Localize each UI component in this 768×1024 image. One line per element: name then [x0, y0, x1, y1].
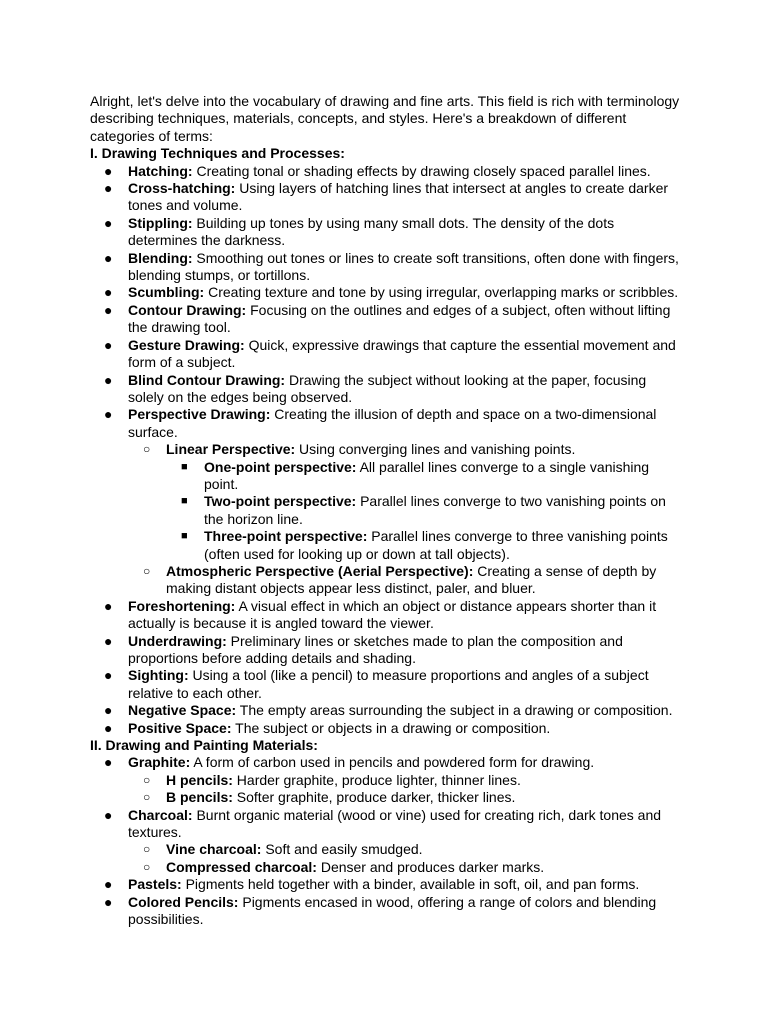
bullet-icon: ● — [104, 301, 113, 318]
term-description: Preliminary lines or sketches made to plan the composition and proportions before adding details and shading. — [128, 632, 623, 666]
term-description: A visual effect in which an object or distance appears shorter than it actually is because it is angled toward the viewer. — [128, 597, 657, 632]
list-item — [90, 807, 680, 877]
term-label: Scumbling: — [128, 284, 205, 301]
list-item — [166, 459, 680, 494]
term-description: Creating tonal or shading effects by drawing closely spaced parallel lines. — [192, 162, 651, 179]
term-description: Harder graphite, produce lighter, thinner lines. — [232, 771, 521, 788]
bullet-icon: ● — [104, 162, 113, 179]
bullet-icon: ○ — [143, 563, 151, 578]
term-description: Creating the illusion of depth and space on a two-dimensional surface. — [128, 406, 657, 440]
bullet-icon: ● — [104, 284, 113, 301]
list-item — [90, 876, 680, 893]
list-item — [166, 493, 680, 528]
term-label: Perspective Drawing: — [128, 406, 271, 423]
term-list-level-2 — [128, 841, 680, 876]
bullet-icon: ● — [104, 876, 113, 893]
term-label: Underdrawing: — [128, 632, 227, 649]
bullet-icon: ○ — [143, 859, 151, 874]
section-heading: I. Drawing Techniques and Processes: — [90, 145, 345, 162]
term-description: Using converging lines and vanishing points. — [295, 441, 576, 458]
list-item — [90, 284, 680, 301]
list-item — [128, 789, 680, 806]
term-description: Soft and easily smudged. — [261, 841, 423, 858]
list-item — [90, 163, 680, 180]
bullet-icon: ● — [104, 597, 113, 614]
list-item — [90, 372, 680, 407]
term-description: Using layers of hatching lines that intersect at angles to create darker tones and volume. — [128, 180, 669, 214]
bullet-icon: ● — [104, 667, 113, 684]
term-description: A form of carbon used in pencils and powdered form for drawing. — [190, 754, 595, 771]
bullet-icon: ○ — [143, 442, 151, 457]
term-label: Stippling: — [128, 214, 193, 231]
term-label: Three-point perspective: — [204, 528, 368, 545]
bullet-icon: ○ — [143, 842, 151, 857]
list-item — [90, 894, 680, 929]
list-item — [90, 754, 680, 806]
term-label: Cross-hatching: — [128, 180, 236, 197]
term-description: Creating texture and tone by using irregular, overlapping marks or scribbles. — [204, 284, 679, 301]
term-description: Focusing on the outlines and edges of a subject, often without lifting the drawing tool. — [128, 301, 671, 336]
bullet-icon: ● — [104, 702, 113, 719]
list-item — [90, 250, 680, 285]
list-item — [90, 702, 680, 719]
term-description: Denser and produces darker marks. — [316, 858, 545, 875]
bullet-icon: ● — [104, 754, 113, 771]
term-list-level-3 — [166, 459, 680, 563]
term-label: Hatching: — [128, 162, 193, 179]
list-item — [90, 215, 680, 250]
term-label: Contour Drawing: — [128, 301, 247, 318]
term-label: Pastels: — [128, 876, 182, 893]
intro-paragraph: Alright, let's delve into the vocabulary of drawing and fine arts. This field is rich with terminology describing techniques, materials, concepts, and styles. Here's a breakdown of different categories of terms: — [90, 93, 680, 144]
bullet-icon: ■ — [181, 495, 188, 508]
bullet-icon: ● — [104, 371, 113, 388]
term-label: Blind Contour Drawing: — [128, 371, 286, 388]
term-label: One-point perspective: — [204, 458, 357, 475]
term-description: Drawing the subject without looking at the paper, focusing solely on the edges being observed. — [128, 371, 647, 405]
term-description: Quick, expressive drawings that capture the essential movement and form of a subject. — [128, 336, 676, 371]
term-description: Pigments held together with a binder, available in soft, oil, and pan forms. — [181, 876, 640, 893]
term-description: Softer graphite, produce darker, thicker lines. — [232, 789, 516, 806]
term-description: The subject or objects in a drawing or composition. — [231, 719, 551, 736]
term-label: Gesture Drawing: — [128, 336, 245, 353]
term-description: Smoothing out tones or lines to create soft transitions, often done with fingers, blending stumps, or tortillons. — [128, 249, 679, 284]
list-item — [90, 302, 680, 337]
term-label: Charcoal: — [128, 806, 193, 823]
term-description: Parallel lines converge to two vanishing points on the horizon line. — [204, 493, 666, 527]
term-description: All parallel lines converge to a single vanishing point. — [204, 458, 650, 492]
term-description: Burnt organic material (wood or vine) used for creating rich, dark tones and textures. — [128, 806, 662, 841]
term-description: The empty areas surrounding the subject in a drawing or composition. — [236, 702, 673, 719]
list-item — [90, 598, 680, 633]
term-label: Two-point perspective: — [204, 493, 357, 510]
term-label: Compressed charcoal: — [166, 858, 317, 875]
bullet-icon: ● — [104, 214, 113, 231]
term-label: Sighting: — [128, 667, 189, 684]
term-label: Atmospheric Perspective (Aerial Perspective): — [166, 562, 474, 579]
bullet-icon: ● — [104, 806, 113, 823]
bullet-icon: ● — [104, 893, 113, 910]
list-item — [90, 180, 680, 215]
term-description: Parallel lines converge to three vanishing points (often used for looking up or down at tall objects). — [204, 528, 668, 562]
bullet-icon: ● — [104, 336, 113, 353]
term-description: Pigments encased in wood, offering a range of colors and blending possibilities. — [128, 893, 657, 928]
bullet-icon: ● — [104, 719, 113, 736]
bullet-icon: ● — [104, 406, 113, 423]
list-item — [128, 859, 680, 876]
list-item — [90, 406, 680, 597]
term-description: Creating a sense of depth by making distant objects appear less distinct, paler, and bluer. — [166, 562, 657, 597]
term-list-level-2 — [128, 441, 680, 598]
term-list-level-1 — [90, 754, 680, 928]
list-item — [166, 528, 680, 563]
list-item — [90, 633, 680, 668]
document-body — [90, 93, 680, 929]
list-item — [128, 563, 680, 598]
term-label: Blending: — [128, 249, 193, 266]
bullet-icon: ○ — [143, 790, 151, 805]
term-list-level-2 — [128, 772, 680, 807]
term-description: Using a tool (like a pencil) to measure proportions and angles of a subject relative to each other. — [128, 667, 649, 701]
term-label: Positive Space: — [128, 719, 232, 736]
bullet-icon: ■ — [181, 530, 188, 543]
bullet-icon: ● — [104, 180, 113, 197]
term-list-level-1 — [90, 163, 680, 737]
bullet-icon: ● — [104, 249, 113, 266]
list-item — [90, 667, 680, 702]
bullet-icon: ● — [104, 632, 113, 649]
term-label: B pencils: — [166, 789, 233, 806]
term-label: Foreshortening: — [128, 597, 236, 614]
list-item — [128, 441, 680, 563]
list-item — [128, 772, 680, 789]
term-description: Building up tones by using many small dots. The density of the dots determines the darkness. — [128, 214, 615, 249]
term-label: Vine charcoal: — [166, 841, 262, 858]
list-item — [90, 720, 680, 737]
list-item — [128, 841, 680, 858]
bullet-icon: ■ — [181, 460, 188, 473]
term-label: Linear Perspective: — [166, 441, 296, 458]
section-heading: II. Drawing and Painting Materials: — [90, 737, 318, 754]
bullet-icon: ○ — [143, 772, 151, 787]
term-label: Negative Space: — [128, 702, 237, 719]
list-item — [90, 337, 680, 372]
term-label: H pencils: — [166, 771, 233, 788]
term-label: Colored Pencils: — [128, 893, 239, 910]
term-label: Graphite: — [128, 754, 191, 771]
